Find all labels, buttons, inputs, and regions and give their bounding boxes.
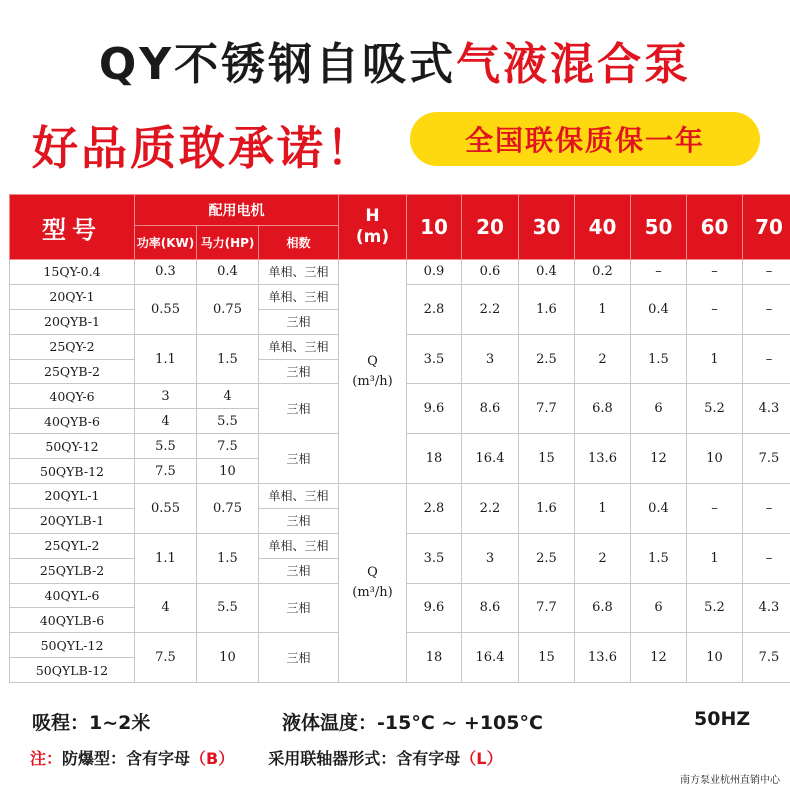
- flow-cell: 16.4: [462, 434, 519, 484]
- flow-cell: –: [743, 334, 790, 384]
- flow-cell: 7.5: [743, 434, 790, 484]
- flow-cell: –: [743, 284, 790, 334]
- flow-unit: (m³/h): [352, 585, 393, 601]
- header-power: 功率(KW): [135, 226, 197, 260]
- note-prefix: 注：: [30, 749, 63, 768]
- flow-cell: 2.2: [462, 284, 519, 334]
- flow-cell: 12: [631, 633, 687, 683]
- hp-cell: 4: [197, 384, 259, 409]
- power-cell: 7.5: [135, 633, 197, 683]
- power-cell: 0.3: [135, 260, 197, 285]
- hp-cell: 10: [197, 459, 259, 484]
- hp-cell: 5.5: [197, 409, 259, 434]
- flow-cell: 1.6: [519, 484, 575, 534]
- model-cell: 20QYL-1: [10, 484, 135, 509]
- model-cell: 40QY-6: [10, 384, 135, 409]
- hp-cell: 0.75: [197, 484, 259, 534]
- note: [30, 746, 502, 769]
- flow-cell: 1.5: [631, 334, 687, 384]
- flow-label: [339, 484, 407, 683]
- note-letter-b: （B）: [190, 749, 235, 768]
- hp-cell: 0.4: [197, 260, 259, 285]
- flow-cell: 8.6: [462, 384, 519, 434]
- flow-cell: 15: [519, 633, 575, 683]
- model-cell: 40QYB-6: [10, 409, 135, 434]
- power-cell: 3: [135, 384, 197, 409]
- model-cell: 25QYL-2: [10, 533, 135, 558]
- flow-cell: 9.6: [407, 583, 462, 633]
- flow-cell: 12: [631, 434, 687, 484]
- phase-cell: 单相、三相: [259, 334, 339, 359]
- model-cell: 40QYL-6: [10, 583, 135, 608]
- header-motor: 配用电机: [135, 195, 339, 226]
- flow-cell: 0.2: [575, 260, 631, 285]
- hp-cell: 7.5: [197, 434, 259, 459]
- flow-q: Q: [367, 565, 378, 581]
- flow-label: [339, 260, 407, 484]
- power-cell: 5.5: [135, 434, 197, 459]
- hp-cell: 5.5: [197, 583, 259, 633]
- power-cell: 1.1: [135, 334, 197, 384]
- flow-cell: 2.8: [407, 484, 462, 534]
- flow-cell: –: [687, 284, 743, 334]
- header-hp: 马力(HP): [197, 226, 259, 260]
- power-cell: 0.55: [135, 484, 197, 534]
- header-phase: 相数: [259, 226, 339, 260]
- phase-cell: 三相: [259, 384, 339, 434]
- flow-cell: 4.3: [743, 583, 790, 633]
- flow-cell: 3: [462, 533, 519, 583]
- flow-unit: (m³/h): [352, 373, 393, 389]
- flow-cell: 13.6: [575, 434, 631, 484]
- header-head-unit: (m): [355, 227, 390, 247]
- frequency: 50HZ: [694, 708, 751, 730]
- power-cell: 7.5: [135, 459, 197, 484]
- flow-cell: 2.2: [462, 484, 519, 534]
- quality-promise: 好品质敢承诺！: [32, 121, 375, 175]
- flow-q: Q: [367, 353, 378, 369]
- warranty-badge: 全国联保质保一年: [410, 112, 760, 166]
- title-black: QY不锈钢自吸式: [98, 39, 457, 90]
- title-red: 气液混合泵: [456, 39, 692, 90]
- phase-cell: 三相: [259, 508, 339, 533]
- flow-cell: 6.8: [575, 384, 631, 434]
- model-cell: 50QY-12: [10, 434, 135, 459]
- flow-cell: 1.6: [519, 284, 575, 334]
- flow-cell: 6.8: [575, 583, 631, 633]
- model-cell: 50QYLB-12: [10, 658, 135, 683]
- flow-cell: 3.5: [407, 334, 462, 384]
- model-cell: 15QY-0.4: [10, 260, 135, 285]
- header-head-20: 20: [462, 195, 519, 260]
- flow-cell: 7.5: [743, 633, 790, 683]
- model-cell: 40QYLB-6: [10, 608, 135, 633]
- flow-cell: 7.7: [519, 583, 575, 633]
- flow-cell: 0.4: [631, 284, 687, 334]
- flow-cell: 1: [687, 334, 743, 384]
- spec-table: [9, 194, 790, 683]
- model-cell: 25QYB-2: [10, 359, 135, 384]
- note-explosion-proof: 防爆型：含有字母: [62, 749, 191, 768]
- flow-cell: –: [687, 484, 743, 534]
- flow-cell: 2.8: [407, 284, 462, 334]
- header-head: [339, 195, 407, 260]
- hp-cell: 10: [197, 633, 259, 683]
- flow-cell: 3: [462, 334, 519, 384]
- model-cell: 50QYL-12: [10, 633, 135, 658]
- flow-cell: 9.6: [407, 384, 462, 434]
- flow-cell: 4.3: [743, 384, 790, 434]
- flow-cell: 1: [575, 284, 631, 334]
- flow-cell: 3.5: [407, 533, 462, 583]
- table-row: [10, 484, 790, 509]
- phase-cell: 单相、三相: [259, 533, 339, 558]
- phase-cell: 单相、三相: [259, 484, 339, 509]
- header-head-40: 40: [575, 195, 631, 260]
- flow-cell: 2: [575, 334, 631, 384]
- model-cell: 20QYB-1: [10, 309, 135, 334]
- shop-watermark: 南方泵业杭州直销中心: [680, 775, 780, 786]
- flow-cell: 5.2: [687, 583, 743, 633]
- flow-cell: 2.5: [519, 334, 575, 384]
- flow-cell: 10: [687, 633, 743, 683]
- table-row: [10, 260, 790, 285]
- hp-cell: 1.5: [197, 334, 259, 384]
- model-cell: 25QY-2: [10, 334, 135, 359]
- note-coupling: 采用联轴器形式：含有字母: [268, 749, 461, 768]
- header-head-30: 30: [519, 195, 575, 260]
- phase-cell: 三相: [259, 583, 339, 633]
- flow-cell: –: [687, 260, 743, 285]
- flow-cell: –: [743, 260, 790, 285]
- flow-cell: 5.2: [687, 384, 743, 434]
- phase-cell: 三相: [259, 359, 339, 384]
- flow-cell: –: [743, 484, 790, 534]
- flow-cell: –: [743, 533, 790, 583]
- flow-cell: 0.4: [631, 484, 687, 534]
- hp-cell: 1.5: [197, 533, 259, 583]
- header-head-70: 70: [743, 195, 790, 260]
- header-head-60: 60: [687, 195, 743, 260]
- flow-cell: 15: [519, 434, 575, 484]
- phase-cell: 三相: [259, 558, 339, 583]
- note-letter-l: （L）: [460, 749, 503, 768]
- flow-cell: 0.4: [519, 260, 575, 285]
- header-head-h: H: [365, 206, 380, 226]
- flow-cell: 2.5: [519, 533, 575, 583]
- flow-cell: 0.6: [462, 260, 519, 285]
- phase-cell: 单相、三相: [259, 284, 339, 309]
- header-head-10: 10: [407, 195, 462, 260]
- flow-cell: 10: [687, 434, 743, 484]
- header-head-50: 50: [631, 195, 687, 260]
- power-cell: 1.1: [135, 533, 197, 583]
- power-cell: 4: [135, 409, 197, 434]
- phase-cell: 三相: [259, 309, 339, 334]
- flow-cell: 7.7: [519, 384, 575, 434]
- header-model: 型号: [10, 195, 135, 260]
- flow-cell: 0.9: [407, 260, 462, 285]
- model-cell: 25QYLB-2: [10, 558, 135, 583]
- model-cell: 50QYB-12: [10, 459, 135, 484]
- flow-cell: 1.5: [631, 533, 687, 583]
- page-title: [0, 28, 790, 92]
- flow-cell: 6: [631, 583, 687, 633]
- power-cell: 0.55: [135, 284, 197, 334]
- power-cell: 4: [135, 583, 197, 633]
- flow-cell: 16.4: [462, 633, 519, 683]
- flow-cell: 1: [575, 484, 631, 534]
- flow-cell: 18: [407, 633, 462, 683]
- phase-cell: 单相、三相: [259, 260, 339, 285]
- suction-range: 吸程：1~2米: [32, 712, 151, 734]
- liquid-temperature: 液体温度：-15°C ~ +105°C: [282, 712, 543, 734]
- hp-cell: 0.75: [197, 284, 259, 334]
- model-cell: 20QYLB-1: [10, 508, 135, 533]
- phase-cell: 三相: [259, 633, 339, 683]
- flow-cell: 8.6: [462, 583, 519, 633]
- model-cell: 20QY-1: [10, 284, 135, 309]
- flow-cell: –: [631, 260, 687, 285]
- flow-cell: 1: [687, 533, 743, 583]
- flow-cell: 2: [575, 533, 631, 583]
- flow-cell: 13.6: [575, 633, 631, 683]
- flow-cell: 18: [407, 434, 462, 484]
- flow-cell: 6: [631, 384, 687, 434]
- phase-cell: 三相: [259, 434, 339, 484]
